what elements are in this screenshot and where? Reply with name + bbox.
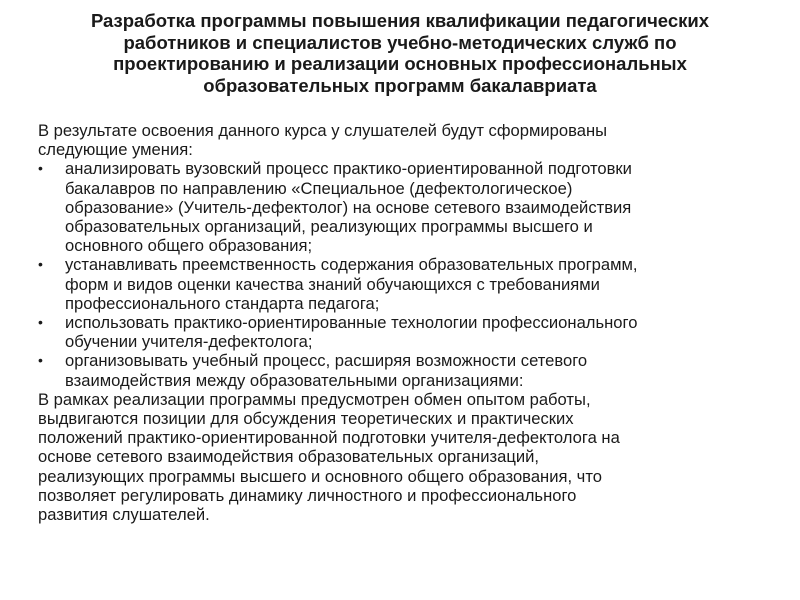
- skill-item-1: • анализировать вузовский процесс практико-ориентированной подготовки бакалавров по направлению «Специальное (дефектологическое) образование» (Учитель-дефектолог) на основе сетевого взаимодействия образовательных организаций, реализующих программы высшего и основного общего образования;: [38, 159, 768, 255]
- skill-item-3: • использовать практико-ориентированные технологии профессионального обучении учителя-дефектолога;: [38, 313, 768, 351]
- skills-list: [38, 159, 768, 389]
- slide-title: Разработка программы повышения квалификации педагогических работников и специалистов учебно-методических служб по проектированию и реализации основных профессиональных образовательных программ бакалавриата: [90, 10, 710, 96]
- skill-item-2: • устанавливать преемственность содержания образовательных программ, форм и видов оценки качества знаний обучающихся с требованиями профессионального стандарта педагога;: [38, 255, 768, 313]
- intro-paragraph: В результате освоения данного курса у слушателей будут сформированы следующие умения:: [38, 121, 608, 160]
- slide-body: [38, 121, 768, 524]
- skill-item-4: • организовывать учебный процесс, расширяя возможности сетевого взаимодействия между образовательными организациями:: [38, 351, 768, 389]
- conclusion-paragraph: В рамках реализации программы предусмотрен обмен опытом работы, выдвигаются позиции для обсуждения теоретических и практических положений практико-ориентированной подготовки учителя-дефектолога на основе сетевого взаимодействия образовательных организаций, реализующих программы высшего и основного общего образования, что позволяет регулировать динамику личностного и профессионального развития слушателей.: [38, 389, 620, 525]
